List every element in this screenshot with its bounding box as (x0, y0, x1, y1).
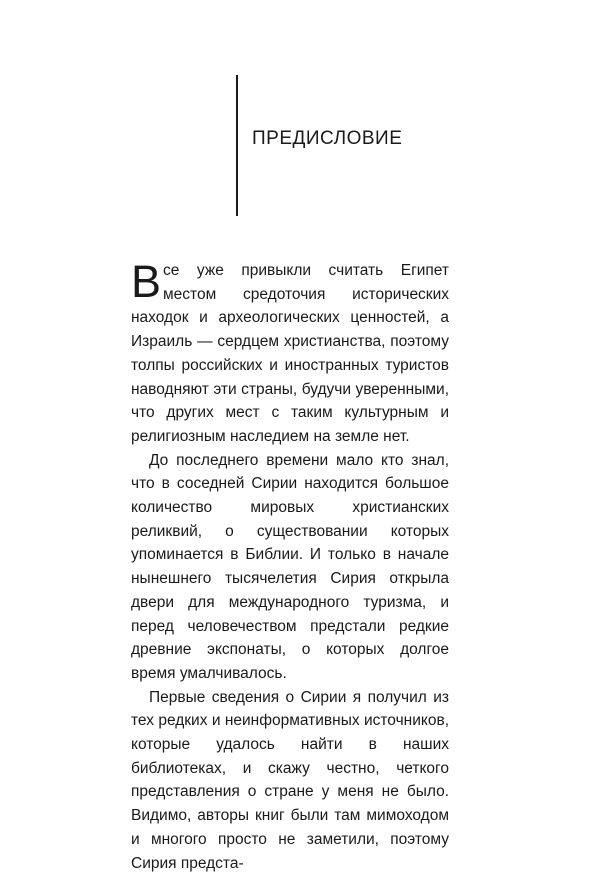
paragraph-3: Первые сведения о Сирии я получил из тех редких и неинформативных источников, которые удалось найти в наших библиотеках, и скажу честно, четкого представления о стране у меня не было. Видимо, авторы книг были там мимоходом и многого просто не заметили, поэтому Сирия предста- (131, 688, 449, 872)
drop-cap: В (131, 256, 162, 307)
chapter-title: ПРЕДИСЛОВИЕ (252, 128, 403, 149)
paragraph-2: До последнего времени мало кто знал, что в соседней Сирии находится большое количество мировых христианских реликвий, о существовании которых упоминается в Библии. И только в начале нынешнего тысячелетия Сирия открыла двери для международного туризма, и перед человечеством предстали редкие древние экспонаты, о которых долгое время умалчивалось. (131, 451, 449, 682)
paragraph-1-text: се уже привыкли считать Египет местом средоточия исторических находок и археологических ценностей, а Израиль — сердцем христианства, поэтому толпы российских и иностранных туристов наводняют эти страны, будучи уверенными, что других мест с таким культурным и религиозным наследием на земле нет. (131, 262, 449, 445)
body-text (131, 256, 449, 875)
vertical-rule (236, 75, 238, 216)
paragraph-1 (131, 256, 449, 449)
